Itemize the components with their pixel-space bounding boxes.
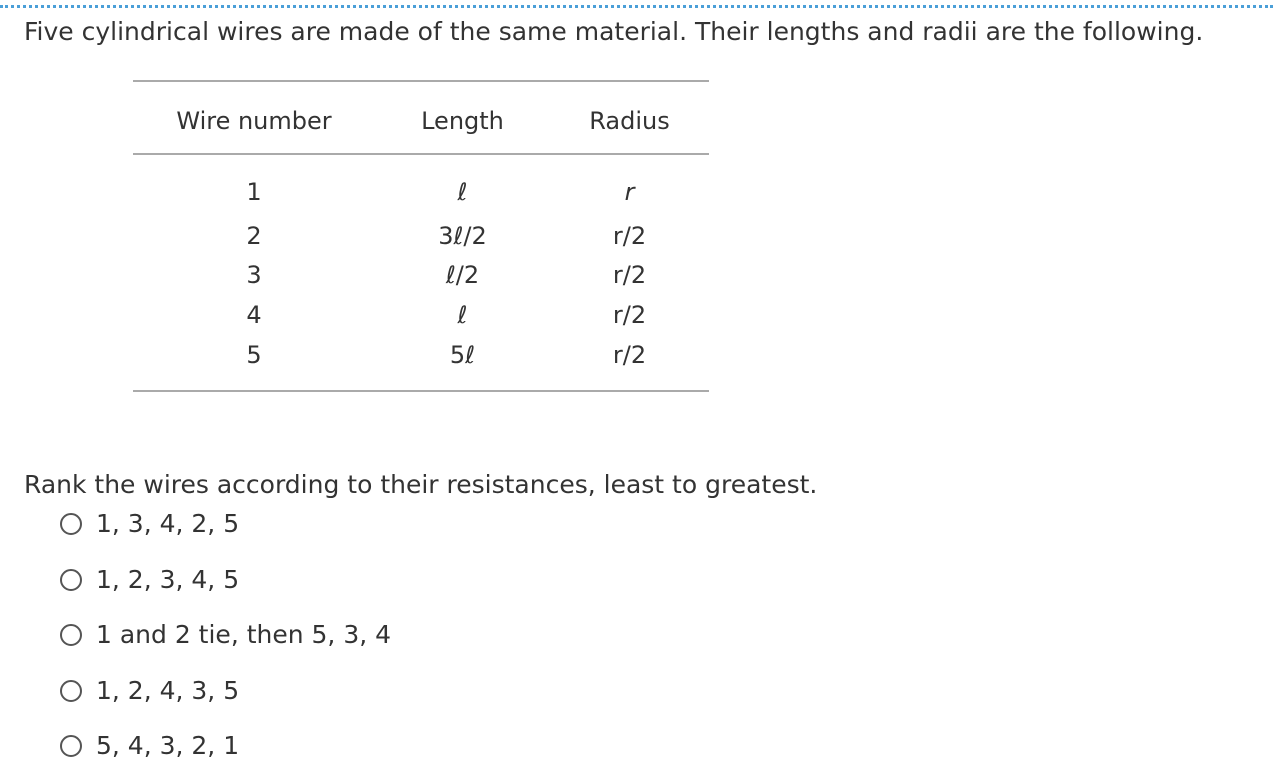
radio-button-icon[interactable] xyxy=(60,513,82,535)
table-row xyxy=(133,216,709,256)
radio-button-icon[interactable] xyxy=(60,735,82,757)
radius-cell: r/2 xyxy=(612,341,647,369)
option-label: 1 and 2 tie, then 5, 3, 4 xyxy=(96,620,392,649)
wire-number-cell: 2 xyxy=(246,222,262,250)
radius-cell: r xyxy=(624,178,635,206)
answer-option-2[interactable] xyxy=(60,563,239,597)
answer-option-5[interactable] xyxy=(60,729,239,763)
radius-cell: r/2 xyxy=(612,222,647,250)
table-bottom-rule xyxy=(133,390,709,392)
answer-option-3[interactable] xyxy=(60,618,391,652)
radio-button-icon[interactable] xyxy=(60,569,82,591)
question-intro: Five cylindrical wires are made of the same material. Their lengths and radii are the following. xyxy=(24,17,1204,46)
option-label: 5, 4, 3, 2, 1 xyxy=(96,731,240,760)
length-cell: ℓ xyxy=(457,178,468,206)
radius-cell: r/2 xyxy=(612,301,647,329)
length-cell: ℓ/2 xyxy=(445,261,480,289)
table-row xyxy=(133,295,709,335)
table-row xyxy=(133,255,709,295)
table-row xyxy=(133,172,709,212)
length-cell: ℓ xyxy=(457,301,468,329)
top-dotted-border xyxy=(0,5,1273,8)
question-prompt: Rank the wires according to their resistances, least to greatest. xyxy=(24,470,818,499)
table-row xyxy=(133,335,709,375)
option-label: 1, 2, 3, 4, 5 xyxy=(96,565,240,594)
wire-table xyxy=(133,80,709,394)
table-top-rule xyxy=(133,80,709,82)
wire-number-cell: 1 xyxy=(246,178,262,206)
header-length: Length xyxy=(421,107,504,135)
option-label: 1, 2, 4, 3, 5 xyxy=(96,676,240,705)
radius-cell: r/2 xyxy=(612,261,647,289)
radio-button-icon[interactable] xyxy=(60,624,82,646)
option-label: 1, 3, 4, 2, 5 xyxy=(96,509,240,538)
radio-button-icon[interactable] xyxy=(60,680,82,702)
length-cell: 3ℓ/2 xyxy=(438,222,487,250)
wire-number-cell: 4 xyxy=(246,301,262,329)
wire-number-cell: 3 xyxy=(246,261,262,289)
length-cell: 5ℓ xyxy=(449,341,476,369)
table-header-rule xyxy=(133,153,709,155)
answer-option-1[interactable] xyxy=(60,507,239,541)
wire-number-cell: 5 xyxy=(246,341,262,369)
header-radius: Radius xyxy=(589,107,670,135)
header-wire-number: Wire number xyxy=(176,107,332,135)
answer-option-4[interactable] xyxy=(60,674,239,708)
